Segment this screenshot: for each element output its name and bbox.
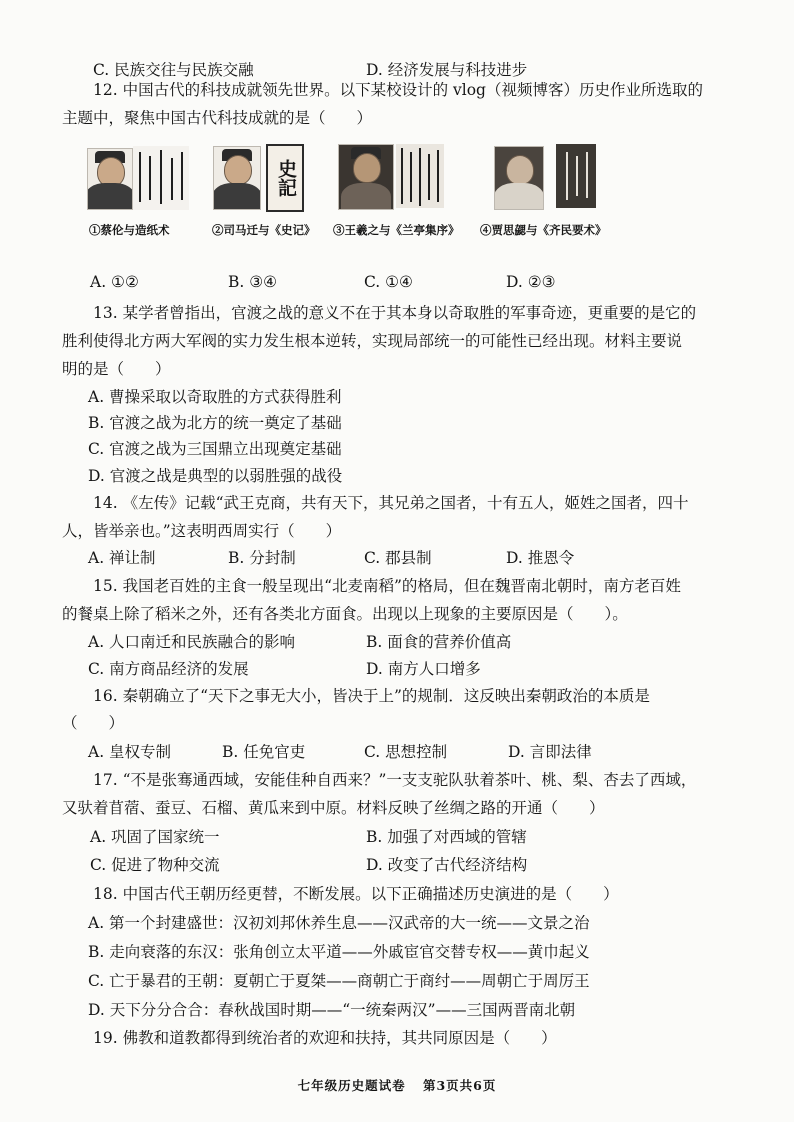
q14-stem-line-2: 人，皆举亲也。”这表明西周实行（ ） (62, 522, 342, 540)
q12-option-c: C. ①④ (364, 273, 413, 291)
q15-option-b: B. 面食的营养价值高 (366, 633, 512, 651)
jia-sixie-portrait (494, 146, 544, 210)
shiji-book: 史記 (266, 144, 304, 212)
footer-page-number: 第3页共6页 (422, 1078, 497, 1093)
q14-stem-line-1: 14. 《左传》记载“武王克商，共有天下，其兄弟之国者，十有五人，姬姓之国者，四十 (93, 494, 689, 512)
q12-option-d: D. ②③ (506, 273, 556, 291)
q16-stem-line-2: （ ） (62, 714, 125, 732)
q13-option-d: D. 官渡之战是典型的以弱胜强的战役 (88, 467, 343, 485)
q13-option-b: B. 官渡之战为北方的统一奠定了基础 (88, 414, 342, 432)
q12-option-a: A. ①② (90, 273, 139, 291)
calligraphy-image (133, 146, 189, 210)
q13-option-c: C. 官渡之战为三国鼎立出现奠定基础 (88, 440, 342, 458)
q14-option-b: B. 分封制 (228, 549, 296, 567)
q11-option-c: C. 民族交往与民族交融 (93, 61, 254, 79)
q15-stem-line-2: 的餐桌上除了稻米之外，还有各类北方面食。出现以上现象的主要原因是（ ）。 (62, 605, 628, 623)
q18-option-a: A. 第一个封建盛世：汉初刘邦休养生息——汉武帝的大一统——文景之治 (88, 914, 590, 932)
q13-stem-line-3: 明的是（ ） (62, 360, 171, 378)
q18-option-c: C. 亡于暴君的王朝：夏朝亡于夏桀——商朝亡于商纣——周朝亡于周厉王 (88, 972, 590, 990)
q17-option-c: C. 促进了物种交流 (90, 856, 220, 874)
sima-qian-portrait (213, 146, 261, 210)
q18-option-b: B. 走向衰落的东汉：张角创立太平道——外戚宦官交替专权——黄巾起义 (88, 943, 590, 961)
q18-option-d: D. 天下分分合合：春秋战国时期——“一统秦两汉”——三国两晋南北朝 (88, 1001, 576, 1019)
q13-stem-line-1: 13. 某学者曾指出，官渡之战的意义不在于其本身以奇取胜的军事奇迹，更重要的是它的 (93, 304, 697, 322)
footer-title: 七年级历史题试卷 (297, 1078, 406, 1093)
q15-option-d: D. 南方人口增多 (366, 660, 481, 678)
q17-stem-line-1: 17. “不是张骞通西域，安能佳种自西来？”一支支驼队驮着茶叶、桃、梨、杏去了西域， (93, 771, 697, 789)
q17-option-d: D. 改变了古代经济结构 (366, 856, 528, 874)
lanting-calligraphy-image (396, 144, 444, 208)
q12-caption-2: ②司马迁与《史记》 (212, 223, 316, 237)
q12-stem-line-2: 主题中，聚焦中国古代科技成就的是（ ） (62, 109, 373, 127)
q15-stem-line-1: 15. 我国老百姓的主食一般呈现出“北麦南稻”的格局，但在魏晋南北朝时，南方老百姓 (93, 577, 681, 595)
q13-stem-line-2: 胜利使得北方两大军阀的实力发生根本逆转，实现局部统一的可能性已经出现。材料主要说 (62, 332, 683, 350)
q17-option-b: B. 加强了对西域的管辖 (366, 828, 527, 846)
q14-option-d: D. 推恩令 (506, 549, 575, 567)
wang-xizhi-portrait (338, 144, 394, 210)
q16-stem-line-1: 16. 秦朝确立了“天下之事无大小，皆决于上”的规制．这反映出秦朝政治的本质是 (93, 687, 650, 705)
qimin-yaoshu-book-image (556, 144, 596, 208)
q15-option-c: C. 南方商品经济的发展 (88, 660, 249, 678)
q14-option-c: C. 郡县制 (364, 549, 432, 567)
q13-option-a: A. 曹操采取以奇取胜的方式获得胜利 (88, 388, 342, 406)
cai-lun-portrait (87, 148, 133, 210)
q12-option-b: B. ③④ (228, 273, 278, 291)
q12-caption-4: ④贾思勰与《齐民要术》 (480, 223, 607, 237)
q12-caption-1: ①蔡伦与造纸术 (89, 223, 170, 237)
q17-stem-line-2: 又驮着苜蓿、蚕豆、石榴、黄瓜来到中原。材料反映了丝绸之路的开通（ ） (62, 799, 605, 817)
q16-option-c: C. 思想控制 (364, 743, 448, 761)
q11-option-d: D. 经济发展与科技进步 (366, 61, 528, 79)
page-footer (0, 1076, 794, 1094)
q19-stem-line-1: 19. 佛教和道教都得到统治者的欢迎和扶持，其共同原因是（ ） (93, 1029, 557, 1047)
q12-caption-3: ③王羲之与《兰亭集序》 (333, 223, 460, 237)
q16-option-b: B. 任免官吏 (222, 743, 306, 761)
q17-option-a: A. 巩固了国家统一 (90, 828, 220, 846)
q16-option-d: D. 言即法律 (508, 743, 592, 761)
q16-option-a: A. 皇权专制 (88, 743, 172, 761)
q18-stem-line-1: 18. 中国古代王朝历经更替，不断发展。以下正确描述历史演进的是（ ） (93, 885, 619, 903)
q12-stem-line-1: 12. 中国古代的科技成就领先世界。以下某校设计的 vlog（视频博客）历史作业所选取的 (93, 81, 703, 99)
q15-option-a: A. 人口南迁和民族融合的影响 (88, 633, 296, 651)
q14-option-a: A. 禅让制 (88, 549, 156, 567)
